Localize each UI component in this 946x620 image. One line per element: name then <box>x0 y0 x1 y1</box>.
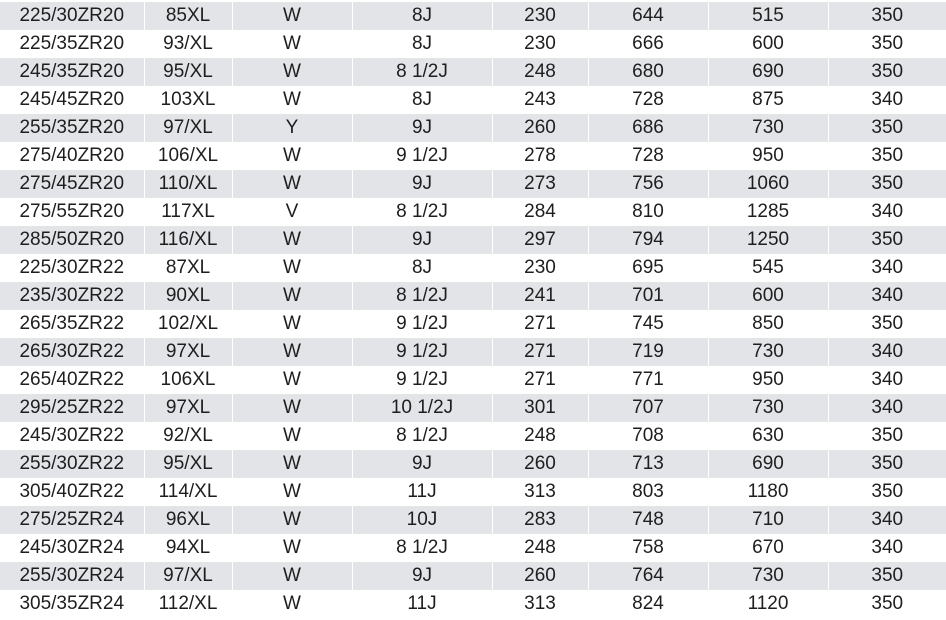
speed-rating-cell: W <box>232 282 352 310</box>
speed-rating-cell: W <box>232 590 352 618</box>
load-index-cell: 97XL <box>144 394 232 422</box>
load-index-cell: 93/XL <box>144 30 232 58</box>
tyre-size-cell: 275/45ZR20 <box>0 170 144 198</box>
load-index-cell: 95/XL <box>144 58 232 86</box>
section-width-cell: 313 <box>492 478 588 506</box>
load-index-cell: 116/XL <box>144 226 232 254</box>
overall-diameter-cell: 707 <box>588 394 708 422</box>
max-load-cell: 630 <box>708 422 828 450</box>
table-row <box>0 506 946 534</box>
overall-diameter-cell: 728 <box>588 142 708 170</box>
max-pressure-cell: 340 <box>828 366 946 394</box>
overall-diameter-cell: 794 <box>588 226 708 254</box>
rim-width-cell: 8 1/2J <box>352 282 492 310</box>
max-pressure-cell: 350 <box>828 310 946 338</box>
speed-rating-cell: W <box>232 310 352 338</box>
overall-diameter-cell: 748 <box>588 506 708 534</box>
max-load-cell: 730 <box>708 114 828 142</box>
tyre-size-cell: 255/35ZR20 <box>0 114 144 142</box>
max-pressure-cell: 340 <box>828 506 946 534</box>
load-index-cell: 94XL <box>144 534 232 562</box>
table-row <box>0 114 946 142</box>
rim-width-cell: 8J <box>352 2 492 30</box>
speed-rating-cell: W <box>232 366 352 394</box>
max-load-cell: 730 <box>708 394 828 422</box>
tyre-spec-table <box>0 2 946 618</box>
max-pressure-cell: 350 <box>828 590 946 618</box>
load-index-cell: 106/XL <box>144 142 232 170</box>
max-pressure-cell: 350 <box>828 478 946 506</box>
overall-diameter-cell: 713 <box>588 450 708 478</box>
tyre-size-cell: 305/40ZR22 <box>0 478 144 506</box>
table-row <box>0 394 946 422</box>
rim-width-cell: 8 1/2J <box>352 198 492 226</box>
speed-rating-cell: W <box>232 338 352 366</box>
max-pressure-cell: 350 <box>828 114 946 142</box>
rim-width-cell: 10J <box>352 506 492 534</box>
table-row <box>0 478 946 506</box>
speed-rating-cell: W <box>232 394 352 422</box>
speed-rating-cell: W <box>232 86 352 114</box>
speed-rating-cell: W <box>232 534 352 562</box>
max-pressure-cell: 340 <box>828 338 946 366</box>
max-load-cell: 1180 <box>708 478 828 506</box>
max-load-cell: 875 <box>708 86 828 114</box>
table-row <box>0 86 946 114</box>
rim-width-cell: 8J <box>352 86 492 114</box>
table-row <box>0 58 946 86</box>
tyre-size-cell: 275/25ZR24 <box>0 506 144 534</box>
rim-width-cell: 9 1/2J <box>352 310 492 338</box>
rim-width-cell: 8 1/2J <box>352 534 492 562</box>
load-index-cell: 97XL <box>144 338 232 366</box>
rim-width-cell: 8 1/2J <box>352 58 492 86</box>
table-row <box>0 170 946 198</box>
load-index-cell: 95/XL <box>144 450 232 478</box>
section-width-cell: 230 <box>492 2 588 30</box>
overall-diameter-cell: 771 <box>588 366 708 394</box>
max-pressure-cell: 350 <box>828 30 946 58</box>
overall-diameter-cell: 824 <box>588 590 708 618</box>
table-row <box>0 534 946 562</box>
load-index-cell: 85XL <box>144 2 232 30</box>
tyre-size-cell: 305/35ZR24 <box>0 590 144 618</box>
tyre-size-cell: 275/40ZR20 <box>0 142 144 170</box>
rim-width-cell: 9J <box>352 226 492 254</box>
section-width-cell: 260 <box>492 450 588 478</box>
table-row <box>0 282 946 310</box>
overall-diameter-cell: 758 <box>588 534 708 562</box>
max-pressure-cell: 340 <box>828 394 946 422</box>
max-load-cell: 515 <box>708 2 828 30</box>
max-load-cell: 545 <box>708 254 828 282</box>
table-row <box>0 142 946 170</box>
max-load-cell: 850 <box>708 310 828 338</box>
speed-rating-cell: W <box>232 58 352 86</box>
max-load-cell: 1285 <box>708 198 828 226</box>
max-pressure-cell: 350 <box>828 226 946 254</box>
speed-rating-cell: W <box>232 478 352 506</box>
section-width-cell: 278 <box>492 142 588 170</box>
max-pressure-cell: 340 <box>828 282 946 310</box>
table-row <box>0 30 946 58</box>
table-row <box>0 562 946 590</box>
max-pressure-cell: 350 <box>828 170 946 198</box>
speed-rating-cell: W <box>232 506 352 534</box>
section-width-cell: 260 <box>492 114 588 142</box>
table-row <box>0 2 946 30</box>
overall-diameter-cell: 708 <box>588 422 708 450</box>
rim-width-cell: 9 1/2J <box>352 142 492 170</box>
load-index-cell: 96XL <box>144 506 232 534</box>
load-index-cell: 97/XL <box>144 114 232 142</box>
max-pressure-cell: 350 <box>828 562 946 590</box>
tyre-size-cell: 245/30ZR24 <box>0 534 144 562</box>
tyre-size-cell: 245/35ZR20 <box>0 58 144 86</box>
tyre-size-cell: 285/50ZR20 <box>0 226 144 254</box>
load-index-cell: 117XL <box>144 198 232 226</box>
load-index-cell: 112/XL <box>144 590 232 618</box>
speed-rating-cell: W <box>232 254 352 282</box>
rim-width-cell: 8J <box>352 254 492 282</box>
max-pressure-cell: 350 <box>828 450 946 478</box>
overall-diameter-cell: 644 <box>588 2 708 30</box>
table-row <box>0 198 946 226</box>
rim-width-cell: 9J <box>352 114 492 142</box>
table-row <box>0 310 946 338</box>
max-pressure-cell: 350 <box>828 142 946 170</box>
load-index-cell: 102/XL <box>144 310 232 338</box>
section-width-cell: 248 <box>492 58 588 86</box>
max-pressure-cell: 340 <box>828 198 946 226</box>
speed-rating-cell: W <box>232 562 352 590</box>
speed-rating-cell: W <box>232 226 352 254</box>
section-width-cell: 297 <box>492 226 588 254</box>
tyre-size-cell: 245/45ZR20 <box>0 86 144 114</box>
section-width-cell: 241 <box>492 282 588 310</box>
rim-width-cell: 11J <box>352 478 492 506</box>
overall-diameter-cell: 686 <box>588 114 708 142</box>
table-row <box>0 338 946 366</box>
load-index-cell: 103XL <box>144 86 232 114</box>
tyre-size-cell: 275/55ZR20 <box>0 198 144 226</box>
speed-rating-cell: W <box>232 450 352 478</box>
load-index-cell: 114/XL <box>144 478 232 506</box>
tyre-size-cell: 265/40ZR22 <box>0 366 144 394</box>
table-row <box>0 450 946 478</box>
max-pressure-cell: 340 <box>828 86 946 114</box>
rim-width-cell: 11J <box>352 590 492 618</box>
speed-rating-cell: Y <box>232 114 352 142</box>
max-load-cell: 710 <box>708 506 828 534</box>
load-index-cell: 110/XL <box>144 170 232 198</box>
rim-width-cell: 8J <box>352 30 492 58</box>
section-width-cell: 230 <box>492 30 588 58</box>
tyre-size-cell: 255/30ZR22 <box>0 450 144 478</box>
section-width-cell: 248 <box>492 534 588 562</box>
tyre-size-cell: 225/30ZR20 <box>0 2 144 30</box>
load-index-cell: 97/XL <box>144 562 232 590</box>
section-width-cell: 271 <box>492 366 588 394</box>
section-width-cell: 273 <box>492 170 588 198</box>
section-width-cell: 230 <box>492 254 588 282</box>
tyre-size-cell: 225/30ZR22 <box>0 254 144 282</box>
section-width-cell: 284 <box>492 198 588 226</box>
max-load-cell: 600 <box>708 30 828 58</box>
max-pressure-cell: 350 <box>828 2 946 30</box>
section-width-cell: 243 <box>492 86 588 114</box>
load-index-cell: 87XL <box>144 254 232 282</box>
max-load-cell: 600 <box>708 282 828 310</box>
overall-diameter-cell: 719 <box>588 338 708 366</box>
section-width-cell: 301 <box>492 394 588 422</box>
overall-diameter-cell: 745 <box>588 310 708 338</box>
overall-diameter-cell: 680 <box>588 58 708 86</box>
max-load-cell: 1250 <box>708 226 828 254</box>
overall-diameter-cell: 701 <box>588 282 708 310</box>
section-width-cell: 283 <box>492 506 588 534</box>
overall-diameter-cell: 764 <box>588 562 708 590</box>
max-pressure-cell: 340 <box>828 254 946 282</box>
overall-diameter-cell: 728 <box>588 86 708 114</box>
tyre-size-cell: 265/30ZR22 <box>0 338 144 366</box>
speed-rating-cell: W <box>232 2 352 30</box>
overall-diameter-cell: 695 <box>588 254 708 282</box>
section-width-cell: 313 <box>492 590 588 618</box>
load-index-cell: 106XL <box>144 366 232 394</box>
max-load-cell: 730 <box>708 338 828 366</box>
load-index-cell: 92/XL <box>144 422 232 450</box>
section-width-cell: 271 <box>492 310 588 338</box>
rim-width-cell: 9 1/2J <box>352 366 492 394</box>
rim-width-cell: 9J <box>352 562 492 590</box>
table-body <box>0 2 946 618</box>
rim-width-cell: 9J <box>352 170 492 198</box>
max-load-cell: 690 <box>708 450 828 478</box>
section-width-cell: 248 <box>492 422 588 450</box>
tyre-size-cell: 245/30ZR22 <box>0 422 144 450</box>
max-pressure-cell: 350 <box>828 422 946 450</box>
speed-rating-cell: W <box>232 142 352 170</box>
table-row <box>0 254 946 282</box>
overall-diameter-cell: 756 <box>588 170 708 198</box>
section-width-cell: 260 <box>492 562 588 590</box>
max-load-cell: 950 <box>708 366 828 394</box>
rim-width-cell: 9J <box>352 450 492 478</box>
tyre-size-cell: 295/25ZR22 <box>0 394 144 422</box>
max-pressure-cell: 340 <box>828 534 946 562</box>
speed-rating-cell: W <box>232 170 352 198</box>
speed-rating-cell: W <box>232 30 352 58</box>
overall-diameter-cell: 666 <box>588 30 708 58</box>
table-row <box>0 590 946 618</box>
speed-rating-cell: V <box>232 198 352 226</box>
max-load-cell: 730 <box>708 562 828 590</box>
table-row <box>0 422 946 450</box>
max-load-cell: 690 <box>708 58 828 86</box>
tyre-size-cell: 235/30ZR22 <box>0 282 144 310</box>
tyre-size-cell: 225/35ZR20 <box>0 30 144 58</box>
rim-width-cell: 10 1/2J <box>352 394 492 422</box>
max-load-cell: 1060 <box>708 170 828 198</box>
max-load-cell: 1120 <box>708 590 828 618</box>
section-width-cell: 271 <box>492 338 588 366</box>
rim-width-cell: 8 1/2J <box>352 422 492 450</box>
rim-width-cell: 9 1/2J <box>352 338 492 366</box>
overall-diameter-cell: 803 <box>588 478 708 506</box>
max-load-cell: 670 <box>708 534 828 562</box>
table-row <box>0 366 946 394</box>
tyre-size-cell: 265/35ZR22 <box>0 310 144 338</box>
overall-diameter-cell: 810 <box>588 198 708 226</box>
tyre-size-cell: 255/30ZR24 <box>0 562 144 590</box>
speed-rating-cell: W <box>232 422 352 450</box>
load-index-cell: 90XL <box>144 282 232 310</box>
max-pressure-cell: 350 <box>828 58 946 86</box>
max-load-cell: 950 <box>708 142 828 170</box>
table-row <box>0 226 946 254</box>
